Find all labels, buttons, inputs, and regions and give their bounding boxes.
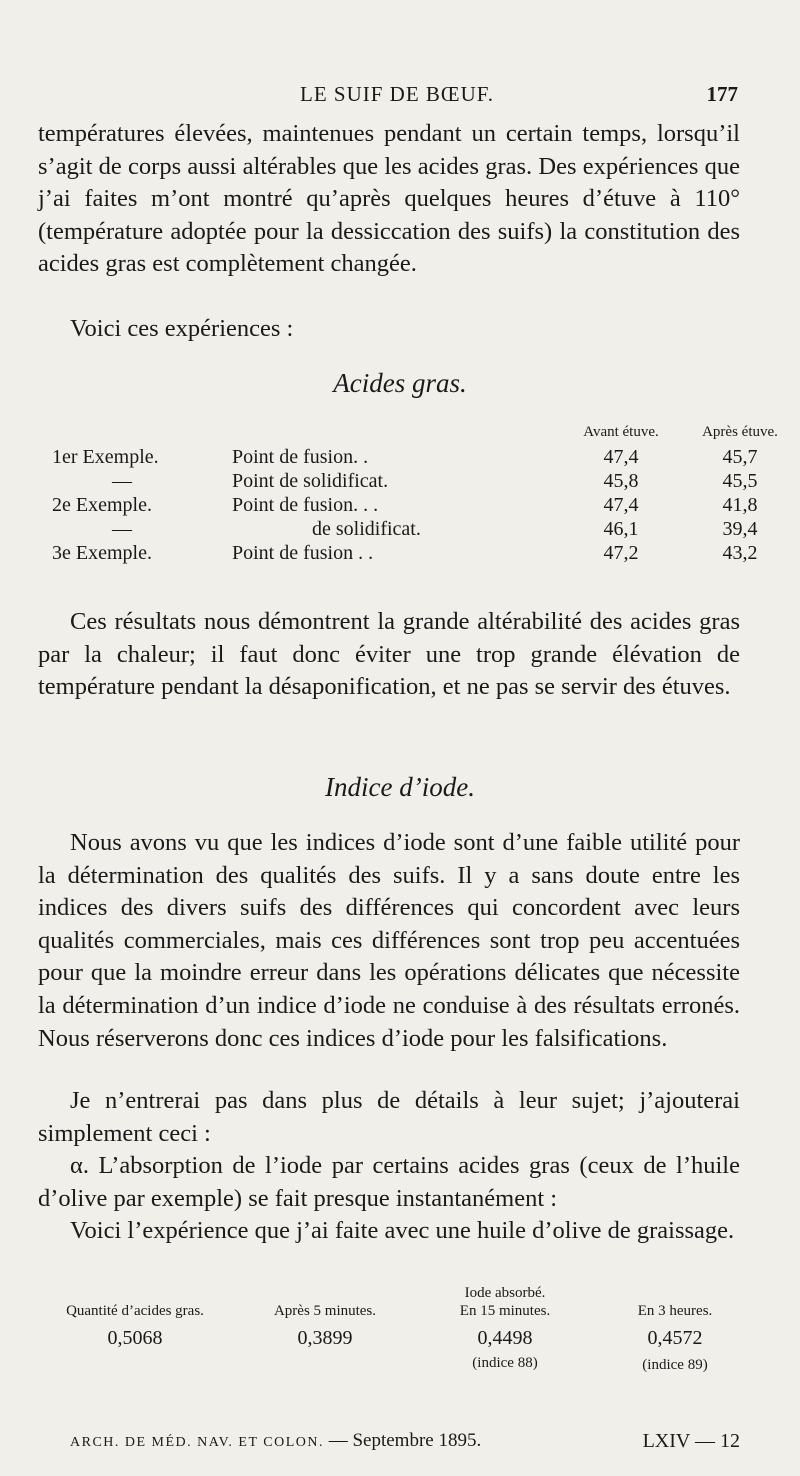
value-after: 41,8	[722, 494, 758, 516]
value-after: 45,5	[722, 470, 758, 492]
value-after: 45,7	[722, 446, 758, 468]
column-before-oven: Avant étuve.	[583, 424, 659, 440]
example-label: —	[112, 470, 132, 492]
paragraph-4: Nous avons vu que les indices d’iode sont d’une faible utilité pour la détermination des qualités des suifs. Il y a sans doute entre les indices des divers suifs des différences qui concordent avec leurs qualités commerciales, mais ces différences sont trop peu accentuées pour que la moindre erreur dans les opérations délicates que nécessite la détermination d’un indice d’iode ne conduise à des résultats erronés. Nous réserverons donc ces indices d’iode pour les falsifications.	[38, 829, 740, 1052]
value-after: 39,4	[722, 518, 758, 540]
example-label: 2e Exemple.	[52, 494, 152, 516]
value-before: 46,1	[603, 518, 639, 540]
value-after: 43,2	[722, 542, 758, 564]
table-row	[52, 445, 800, 469]
value-5-minutes: 0,3899	[297, 1327, 353, 1349]
example-label: —	[112, 518, 132, 540]
page-number: 177	[706, 82, 738, 106]
journal-citation	[70, 1430, 481, 1452]
value-before: 47,4	[603, 494, 639, 516]
page-header	[38, 82, 738, 112]
column-acid-quantity: Quantité d’acides gras.	[66, 1303, 204, 1319]
value-15-minutes: 0,4498	[477, 1327, 533, 1349]
running-title: LE SUIF DE BŒUF.	[300, 82, 495, 106]
paragraph-3: Ces résultats nous démontrent la grande altérabilité des acides gras par la chaleur; il faut donc éviter une trop grande élévation de température pendant la désaponification, et ne pas se servir des étuves.	[38, 608, 740, 701]
value-acid-quantity: 0,5068	[107, 1327, 163, 1349]
heading-indice-iode: Indice d’iode.	[325, 772, 475, 802]
property-label: Point de fusion. . .	[232, 494, 379, 516]
property-label: Point de fusion . .	[232, 542, 374, 564]
table-row	[52, 541, 800, 565]
value-before: 47,2	[603, 542, 639, 564]
column-3-hours: En 3 heures.	[637, 1303, 713, 1319]
paragraph-1: températures élevées, maintenues pendant un certain temps, lorsqu’il s’agit de corps aussi altérables que les acides gras. Des expériences que j’ai faites m’ont montré qu’après quelques heures d’étuve à 110° (température adoptée pour la dessiccation des suifs) la constitution des acides gras est complètement changée.	[38, 120, 740, 278]
value-3-hours: 0,4572	[647, 1327, 703, 1349]
publication-date: — Septembre 1895.	[328, 1430, 482, 1451]
property-label: de solidificat.	[312, 518, 421, 540]
table-row	[52, 469, 800, 493]
column-after-oven: Après étuve.	[702, 424, 778, 440]
example-label: 1er Exemple.	[52, 446, 159, 468]
experiments-table	[52, 424, 800, 565]
example-label: 3e Exemple.	[52, 542, 152, 564]
paragraph-2: Voici ces expériences :	[70, 315, 294, 342]
value-before: 45,8	[603, 470, 639, 492]
table-row	[52, 517, 800, 541]
column-5-minutes: Après 5 minutes.	[273, 1303, 377, 1319]
note-15-minutes: (indice 88)	[472, 1355, 538, 1371]
journal-name: ARCH. DE MÉD. NAV. ET COLON.	[70, 1435, 324, 1450]
property-label: Point de solidificat.	[232, 470, 389, 492]
paragraph-7: Voici l’expérience que j’ai faite avec une huile d’olive de graissage.	[70, 1217, 735, 1244]
heading-acides-gras: Acides gras.	[333, 368, 467, 398]
page-footer	[70, 1430, 740, 1458]
signature-mark: LXIV — 12	[642, 1430, 740, 1452]
experiments-table-header	[52, 424, 800, 445]
table-row	[52, 493, 800, 517]
value-before: 47,4	[603, 446, 639, 468]
paragraph-5: Je n’entrerai pas dans plus de détails à leur sujet; j’ajouterai simplement ceci :	[38, 1087, 740, 1147]
note-3-hours: (indice 89)	[642, 1357, 708, 1373]
iodine-absorbed-header: Iode absorbé.	[464, 1285, 546, 1301]
paragraph-6: α. L’absorption de l’iode par certains acides gras (ceux de l’huile d’olive par exemple) se fait presque instantanément :	[38, 1152, 740, 1212]
column-15-minutes: En 15 minutes.	[459, 1303, 551, 1319]
property-label: Point de fusion. .	[232, 446, 369, 468]
